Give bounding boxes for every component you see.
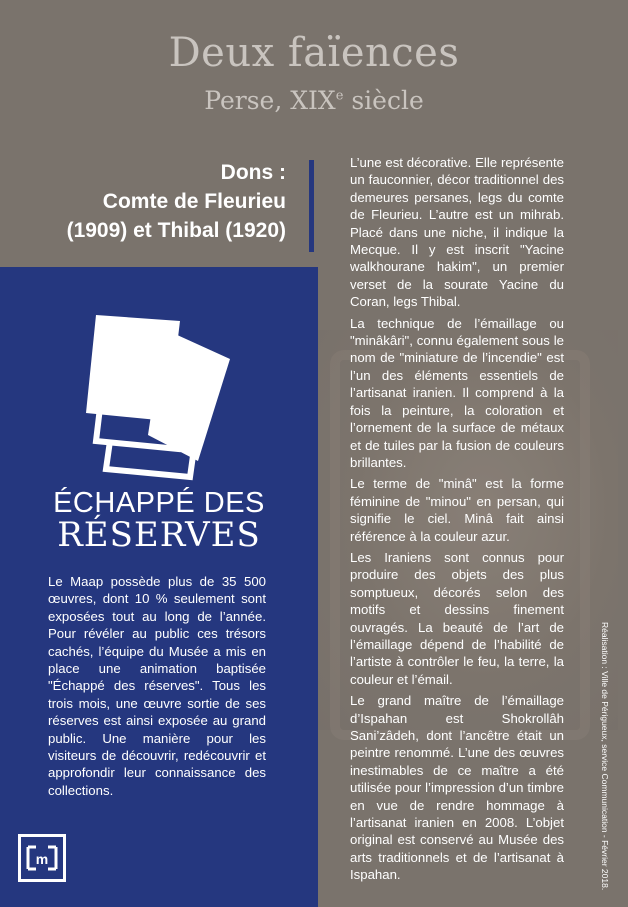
- body-paragraph-3: Le terme de "minâ" est la forme féminine de "minou" en persan, qui signifie le ciel. Minâ fait ainsi référence à la couleur azur.: [350, 476, 564, 544]
- production-credit: Réalisation : Ville de Périgueux, service Communication - Février 2018.: [600, 622, 610, 891]
- page-subtitle: [0, 86, 628, 115]
- subtitle-main: Perse, XIX: [204, 86, 336, 115]
- body-paragraph-2: La technique de l’émaillage ou "minâkâri", connu également sous le nom de "miniature de l’incendie" est l’un des éléments essentiels de l’artisanat iranien. Il comprend à la fois la peinture, la coloration et l’ornement de la surface de métaux et de tuiles par la fusion de couleurs brillantes.: [350, 315, 564, 470]
- brand-line-2: RÉSERVES: [57, 515, 261, 555]
- body-paragraph-1: L’une est décorative. Elle représente un fauconnier, décor traditionnel des demeures persanes, legs du comte de Fleurieu. L’autre est un mihrab. Placé dans une niche, il indique la Mecque. Il y est inscrit "Yacine walkhourane hakim", un premier verset de la sourate Yacine du Coran, legs Thibal.: [350, 155, 564, 310]
- vertical-accent-rule: [309, 160, 314, 252]
- donors-heading: [6, 158, 286, 245]
- body-paragraph-4: Les Iraniens sont connus pour produire des objets des plus somptueux, décorés selon des motifs et dessins finement ouvragés. La beauté de l’art de l’émaillage dépend de l’habilité de l’artiste à contrôler le feu, la terre, la couleur et l’émail.: [350, 549, 564, 687]
- maap-description: Le Maap possède plus de 35 500 œuvres, dont 10 % seulement sont exposées tout au long de l’année. Pour révéler au public ces trésors cachés, l’équipe du Musée a mis en place une animation baptisée "Échappé des réserves". Tous les trois mois, une œuvre sortie de ses réserves est ainsi exposée au grand public. Une manière pour les visiteurs de découvrir, redécouvrir et approfondir leur connaissance des collections.: [48, 574, 266, 798]
- subtitle-superscript: e: [335, 88, 344, 104]
- subtitle-tail: siècle: [343, 86, 424, 115]
- maap-logo-letter: m: [35, 851, 49, 867]
- donors-line-2: Comte de Fleurieu: [102, 190, 286, 213]
- stacked-pages-logo-icon: [86, 311, 236, 481]
- maap-logo-bracket-icon: [26, 845, 58, 871]
- maap-m-logo-icon: [18, 834, 66, 882]
- body-paragraph-5: Le grand maître de l’émaillage d’Ispahan est Shokrollâh Sani’zâdeh, dont l’ancêtre était un peintre renommé. L’une des œuvres inestimables de ce maître a été utilisée pour l’impression d’un timbre en vue de rendre hommage à l’artisanat iranien en 2008. L’objet original est conservé au Musée des arts traditionnels et de l’artisanat à Ispahan.: [350, 693, 564, 883]
- donors-line-3: (1909) et Thibal (1920): [66, 219, 286, 242]
- page-title: Deux faïences: [168, 30, 460, 76]
- brand-line-1: ÉCHAPPÉ DES: [53, 487, 265, 519]
- body-text-column: [350, 154, 564, 888]
- echappe-panel: [0, 267, 318, 907]
- donors-line-1: Dons :: [220, 161, 286, 184]
